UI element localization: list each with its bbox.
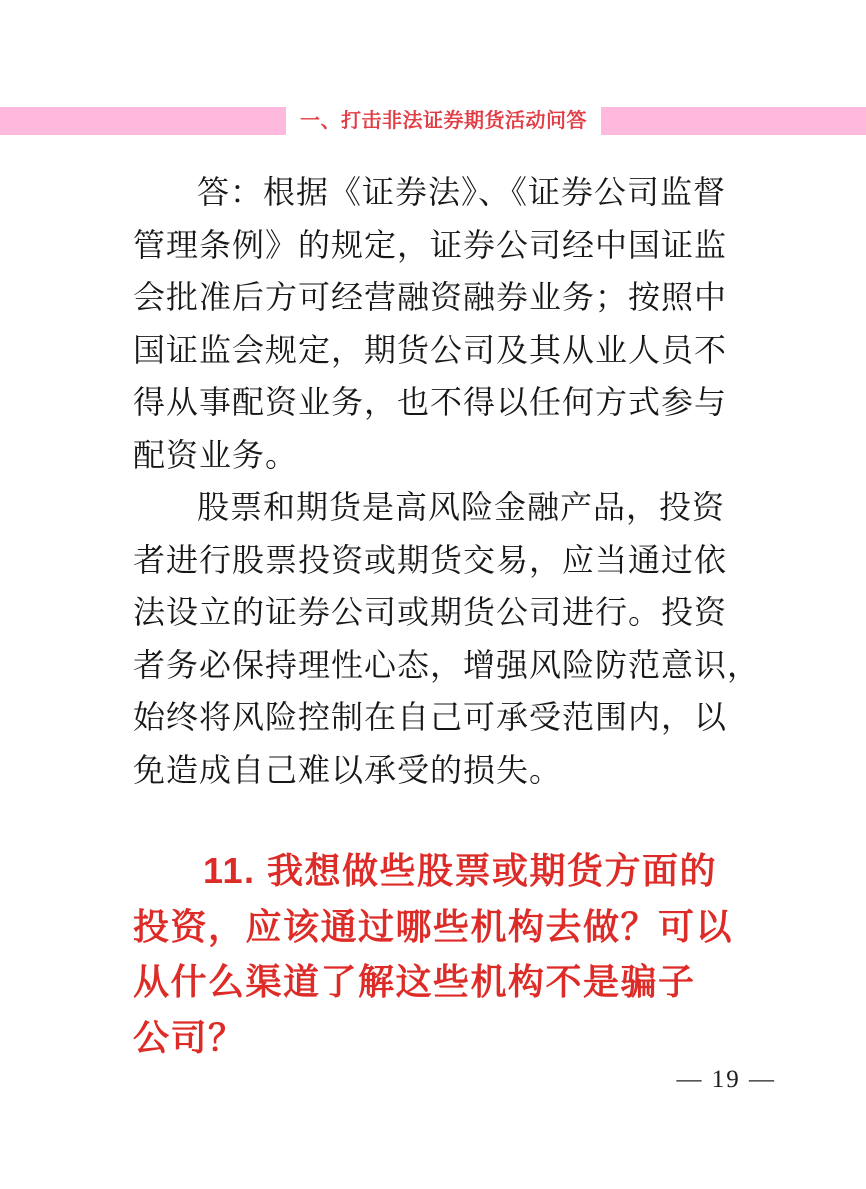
question-line: 投资，应该通过哪些机构去做？可以 [133,905,734,947]
body-line: 得从事配资业务，也不得以任何方式参与 [133,384,728,420]
header-decorative-bar-left [0,107,286,135]
body-line: 管理条例》的规定，证券公司经中国证监 [133,226,728,263]
page-number: — 19 — [676,1066,776,1093]
question-line: 11. 我想做些股票或期货方面的 [203,850,718,891]
body-line: 国证监会规定，期货公司及其从业人员不 [133,331,728,368]
body-line: 法设立的证券公司或期货公司进行。投资 [133,594,728,630]
chapter-title: 一、打击非法证券期货活动问答 [300,110,587,132]
question-heading [133,843,773,1065]
body-line: 配资业务。 [133,436,299,473]
body-line: 会批准后方可经营融资融券业务；按照中 [133,279,728,315]
body-line: 者务必保持理性心态，增强风险防范意识， [133,646,761,683]
header-decorative-bar-right [601,107,866,135]
body-line: 股票和期货是高风险金融产品，投资 [197,489,726,525]
body-line: 免造成自己难以承受的损失。 [133,751,563,788]
answer-text [133,166,761,796]
body-line: 者进行股票投资或期货交易，应当通过依 [133,541,728,578]
question-line: 公司？ [133,1016,246,1058]
body-line: 始终将风险控制在自己可承受范围内，以 [133,699,728,735]
answer-paragraph-2 [133,481,761,796]
body-line: 答：根据《证券法》、《证券公司监督 [197,174,727,210]
question-line: 从什么渠道了解这些机构不是骗子 [133,961,696,1002]
page-footer [677,1066,777,1094]
chapter-header [0,107,866,135]
answer-paragraph-1 [133,166,737,481]
